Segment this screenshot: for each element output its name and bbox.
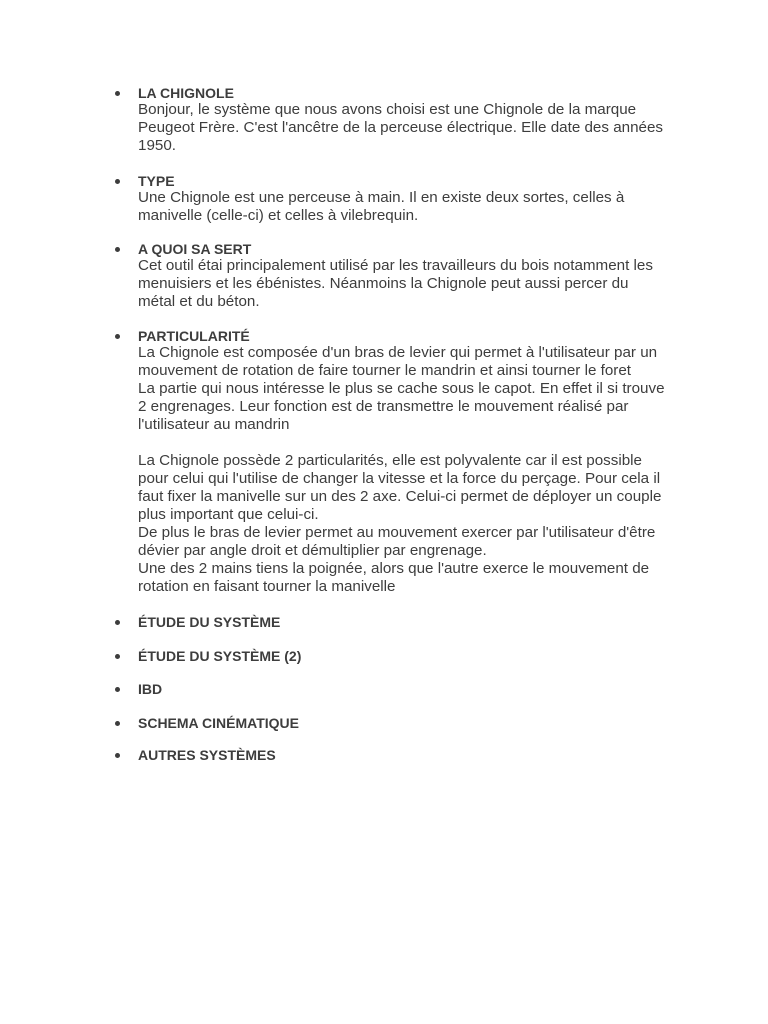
- paragraph-gap: [138, 434, 683, 452]
- section-heading: LA CHIGNOLE: [138, 85, 234, 101]
- section-etude-du-systeme: [138, 614, 683, 630]
- section-type: [138, 173, 683, 225]
- paragraph-line: De plus le bras de levier permet au mouvement exercer par l'utilisateur d'être: [138, 524, 656, 541]
- paragraph-line: dévier par angle droit et démultiplier par engrenage.: [138, 542, 487, 559]
- paragraph-line: menuisiers et les ébénistes. Néanmoins la Chignole peut aussi percer du: [138, 275, 629, 292]
- paragraph-line: rotation en faisant tourner la manivelle: [138, 578, 396, 595]
- paragraph-line: mouvement de rotation de faire tourner le mandrin et ainsi tourner le foret: [138, 362, 632, 379]
- paragraph-line: Une Chignole est une perceuse à main. Il en existe deux sortes, celles à: [138, 189, 625, 206]
- section-autres-systemes: [138, 747, 683, 763]
- section-particularite: [138, 328, 683, 596]
- paragraph-line: pour celui qui l'utilise de changer la vitesse et la force du perçage. Pour cela il: [138, 470, 661, 487]
- section-a-quoi-sa-sert: [138, 241, 683, 311]
- section-heading: A QUOI SA SERT: [138, 241, 252, 257]
- paragraph-line: La partie qui nous intéresse le plus se cache sous le capot. En effet il si trouve: [138, 380, 665, 397]
- paragraph-line: Peugeot Frère. C'est l'ancêtre de la perceuse électrique. Elle date des années: [138, 119, 664, 136]
- section-heading: ÉTUDE DU SYSTÈME (2): [138, 648, 302, 664]
- paragraph-line: l'utilisateur au mandrin: [138, 416, 290, 433]
- paragraph-line: 1950.: [138, 137, 177, 154]
- section-schema-cinematique: [138, 715, 683, 731]
- paragraph-line: Bonjour, le système que nous avons choisi est une Chignole de la marque: [138, 101, 637, 118]
- paragraph-line: La Chignole est composée d'un bras de levier qui permet à l'utilisateur par un: [138, 344, 658, 361]
- paragraph-line: 2 engrenages. Leur fonction est de transmettre le mouvement réalisé par: [138, 398, 629, 415]
- paragraph-line: métal et du béton.: [138, 293, 260, 310]
- section-ibd: [138, 681, 683, 697]
- section-heading: SCHEMA CINÉMATIQUE: [138, 715, 299, 731]
- paragraph-line: Cet outil étai principalement utilisé par les travailleurs du bois notamment les: [138, 257, 653, 274]
- section-heading: AUTRES SYSTÈMES: [138, 747, 276, 763]
- section-heading: ÉTUDE DU SYSTÈME: [138, 614, 281, 630]
- paragraph-line: plus important que celui-ci.: [138, 506, 319, 523]
- section-heading: IBD: [138, 681, 163, 697]
- section-heading: PARTICULARITÉ: [138, 328, 250, 344]
- paragraph-line: manivelle (celle-ci) et celles à vilebrequin.: [138, 207, 419, 224]
- section-list: [138, 85, 683, 763]
- section-etude-du-systeme-2: [138, 648, 683, 664]
- section-heading: TYPE: [138, 173, 175, 189]
- paragraph-line: faut fixer la manivelle sur un des 2 axe. Celui-ci permet de déployer un couple: [138, 488, 662, 505]
- paragraph-line: La Chignole possède 2 particularités, elle est polyvalente car il est possible: [138, 452, 643, 469]
- paragraph-line: Une des 2 mains tiens la poignée, alors que l'autre exerce le mouvement de: [138, 560, 650, 577]
- section-la-chignole: [138, 85, 683, 155]
